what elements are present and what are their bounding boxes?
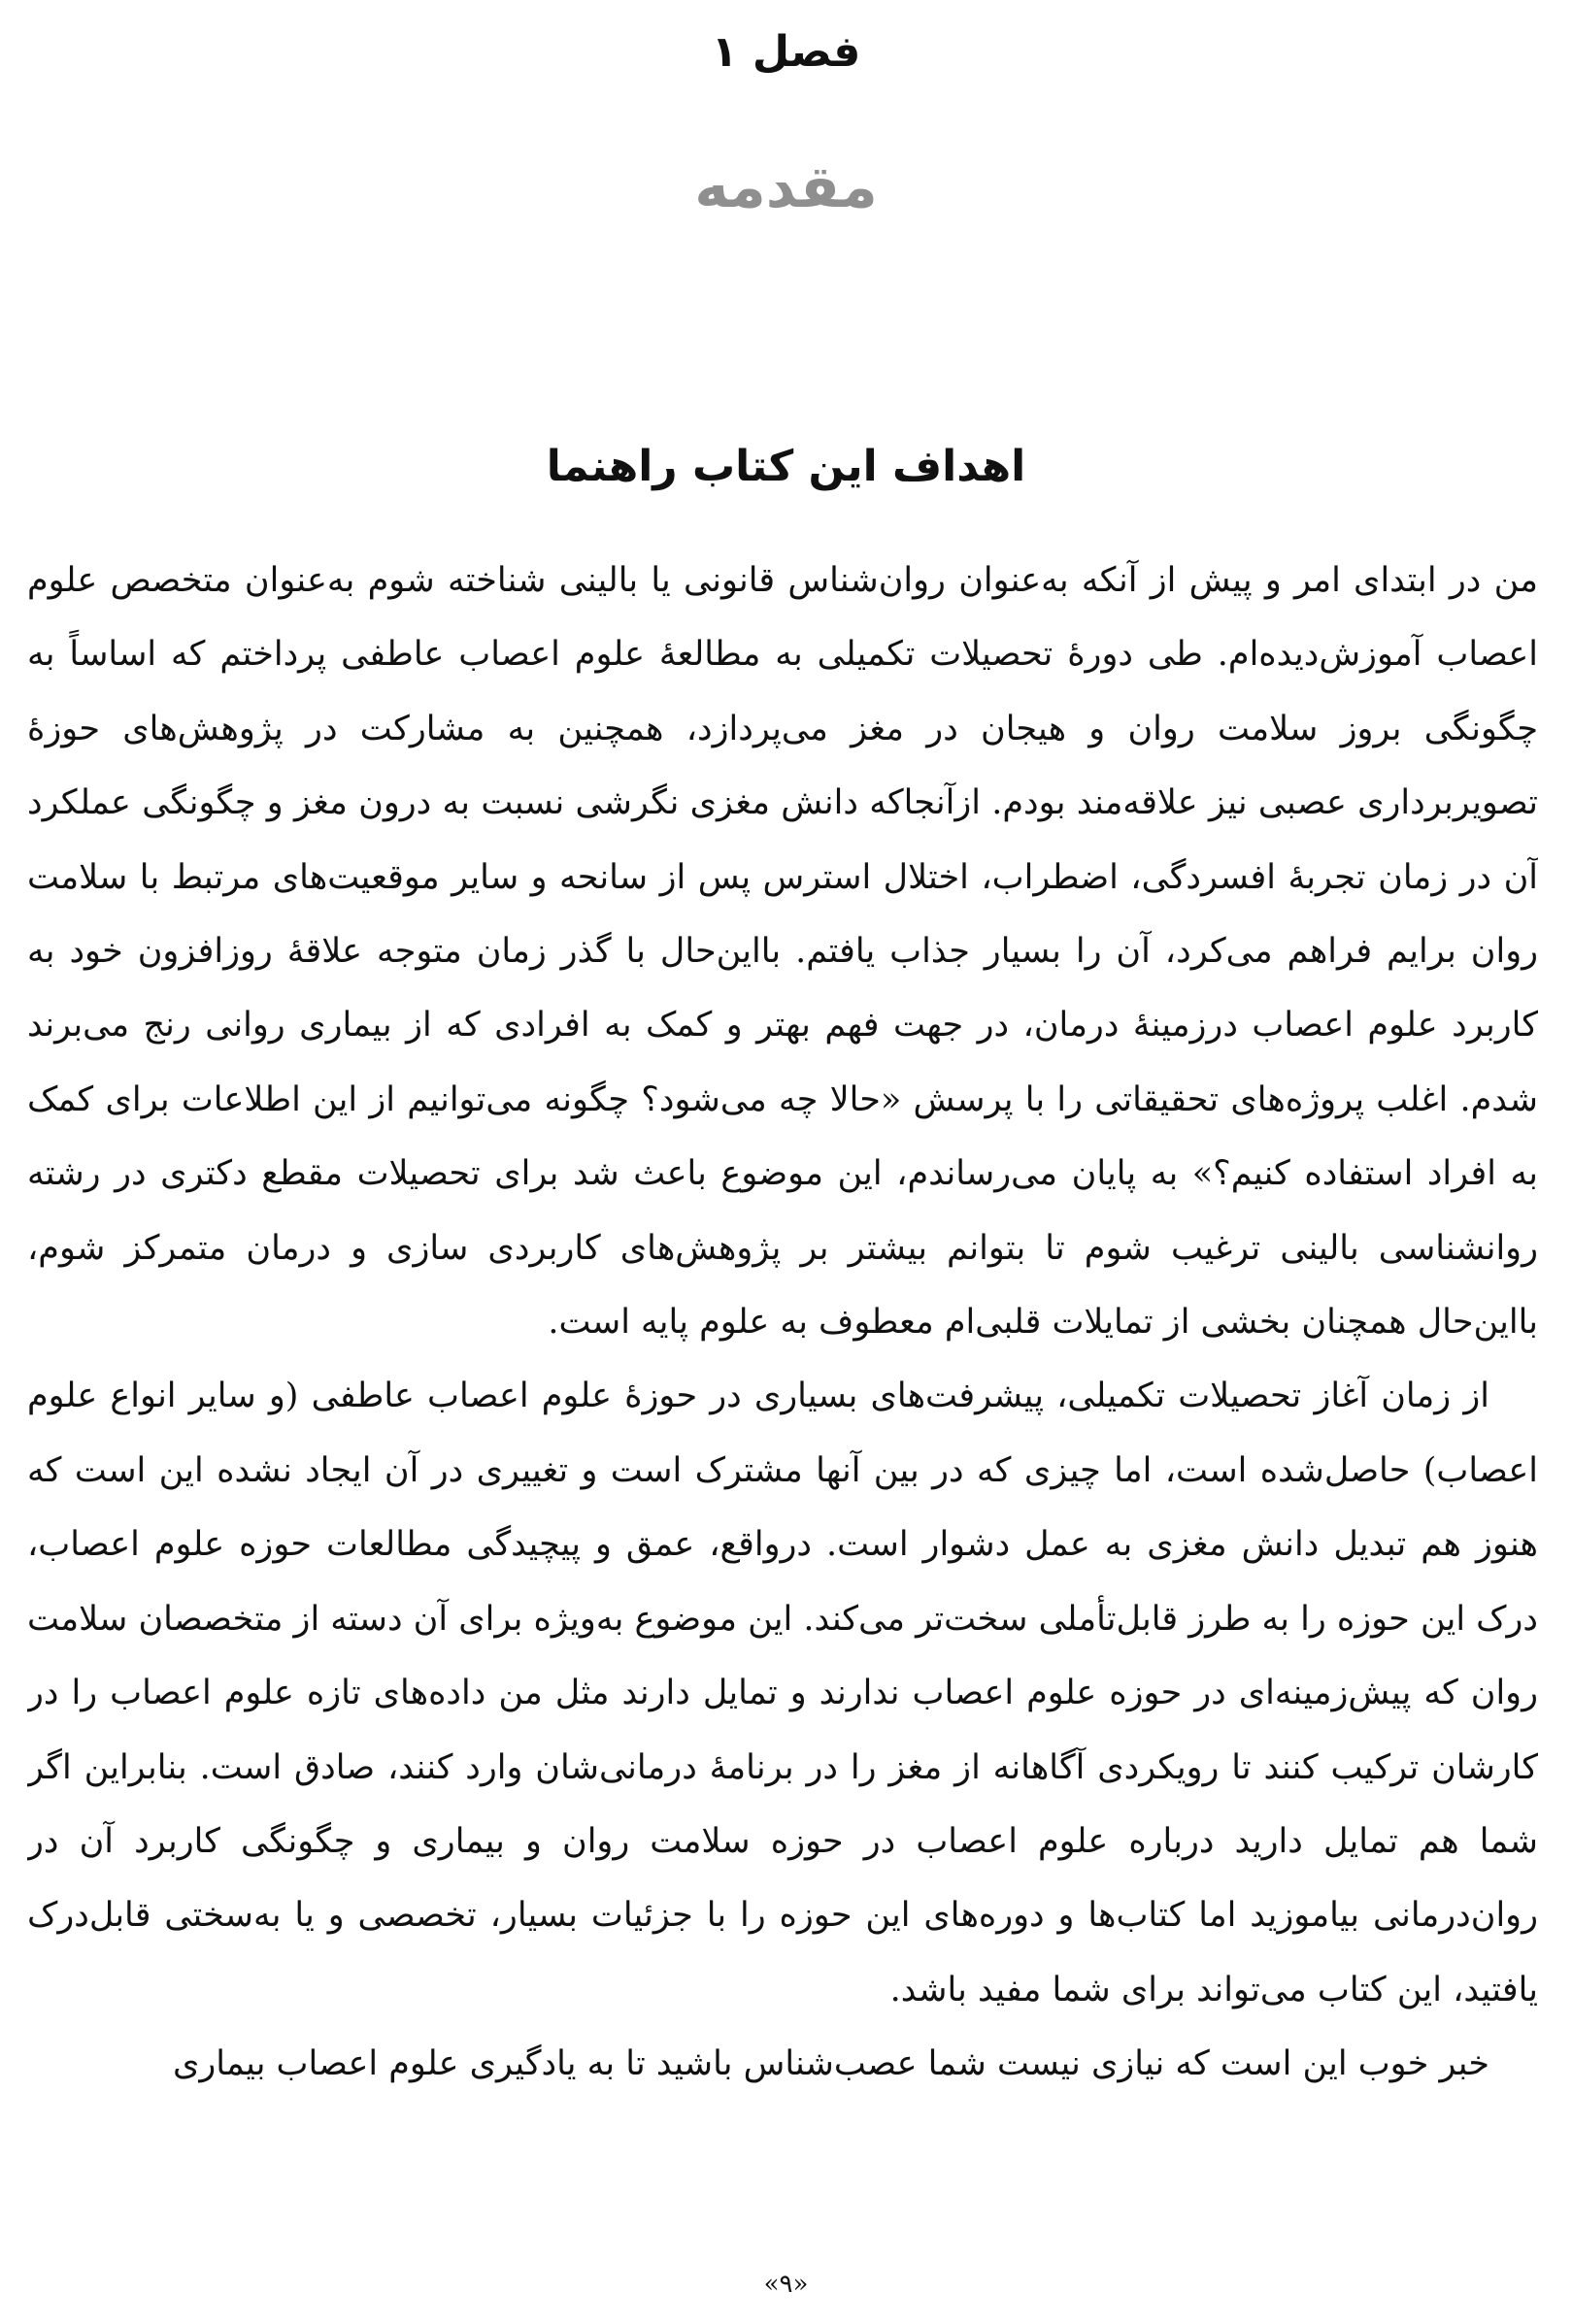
chapter-title: مقدمه [694, 153, 878, 221]
paragraph: از زمان آغاز تحصیلات تکمیلی، پیشرفت‌های بسیاری در حوزهٔ علوم اعصاب عاطفی (و سایر انواع علوم اعصاب) حاصل‌شده است، اما چیزی که در بین آنها مشترک است و تغییری در آن ایجاد نشده این است که هنوز هم تبدیل دانش مغزی به عمل دشوار است. درواقع، عمق و پیچیدگی مطالعات حوزه علوم اعصاب، درک این حوزه را به طرز قابل‌تأملی سخت‌تر می‌کند. این موضوع به‌ویژه برای آن دسته از متخصصان سلامت روان که پیش‌زمینه‌ای در حوزه علوم اعصاب ندارند و تمایل دارند مثل من داده‌های تازه علوم اعصاب را در کارشان ترکیب کنند تا رویکردی آگاهانه از مغز را در برنامهٔ درمانی‌شان وارد کنند، صادق است. بنابراین اگر شما هم تمایل دارید درباره علوم اعصاب در حوزه سلامت روان و بیماری و چگونگی کاربرد آن در روان‌درمانی بیاموزید اما کتاب‌ها و دوره‌های این حوزه را با جزئیات بسیار، تخصصی و یا به‌سختی قابل‌درک یافتید، این کتاب می‌تواند برای شما مفید باشد. [27, 1377, 1538, 2009]
chapter-number: فصل ۱ [711, 27, 861, 77]
page-number: «۹» [763, 2270, 809, 2299]
section-heading: اهداف این کتاب راهنما [546, 442, 1026, 491]
body-text [27, 544, 1538, 2233]
paragraph: من در ابتدای امر و پیش از آنکه به‌عنوان روان‌شناس قانونی یا بالینی شناخته شوم به‌عنوان متخصص علوم اعصاب آموزش‌دیده‌ام. طی دورهٔ تحصیلات تکمیلی به مطالعهٔ علوم اعصاب عاطفی پرداختم که اساساً به چگونگی بروز سلامت روان و هیجان در مغز می‌پردازد، همچنین به مشارکت در پژوهش‌های حوزهٔ تصویربرداری عصبی نیز علاقه‌مند بودم. ازآنجاکه دانش مغزی نگرشی نسبت به درون مغز و چگونگی عملکرد آن در زمان تجربهٔ افسردگی، اضطراب، اختلال استرس پس از سانحه و سایر موقعیت‌های مرتبط با سلامت روان برایم فراهم می‌کرد، آن را بسیار جذاب یافتم. بااین‌حال با گذر زمان متوجه علاقهٔ روزافزون خود به کاربرد علوم اعصاب درزمینهٔ درمان، در جهت فهم بهتر و کمک به افرادی که از بیماری روانی رنج می‌برند شدم. اغلب پروژه‌های تحقیقاتی را با پرسش «حالا چه می‌شود؟ چگونه می‌توانیم از این اطلاعات برای کمک به افراد استفاده کنیم؟» به پایان می‌رساندم، این موضوع باعث شد برای تحصیلات مقطع دکتری در رشته روانشناسی بالینی ترغیب شوم تا بتوانم بیشتر بر پژوهش‌های کاربردی سازی و درمان متمرکز شوم، بااین‌حال همچنان بخشی از تمایلات قلبی‌ام معطوف به علوم پایه است. [27, 561, 1538, 1343]
paragraph: خبر خوب این است که نیازی نیست شما عصب‌شناس باشید تا به یادگیری علوم اعصاب بیماری [172, 2044, 1489, 2084]
